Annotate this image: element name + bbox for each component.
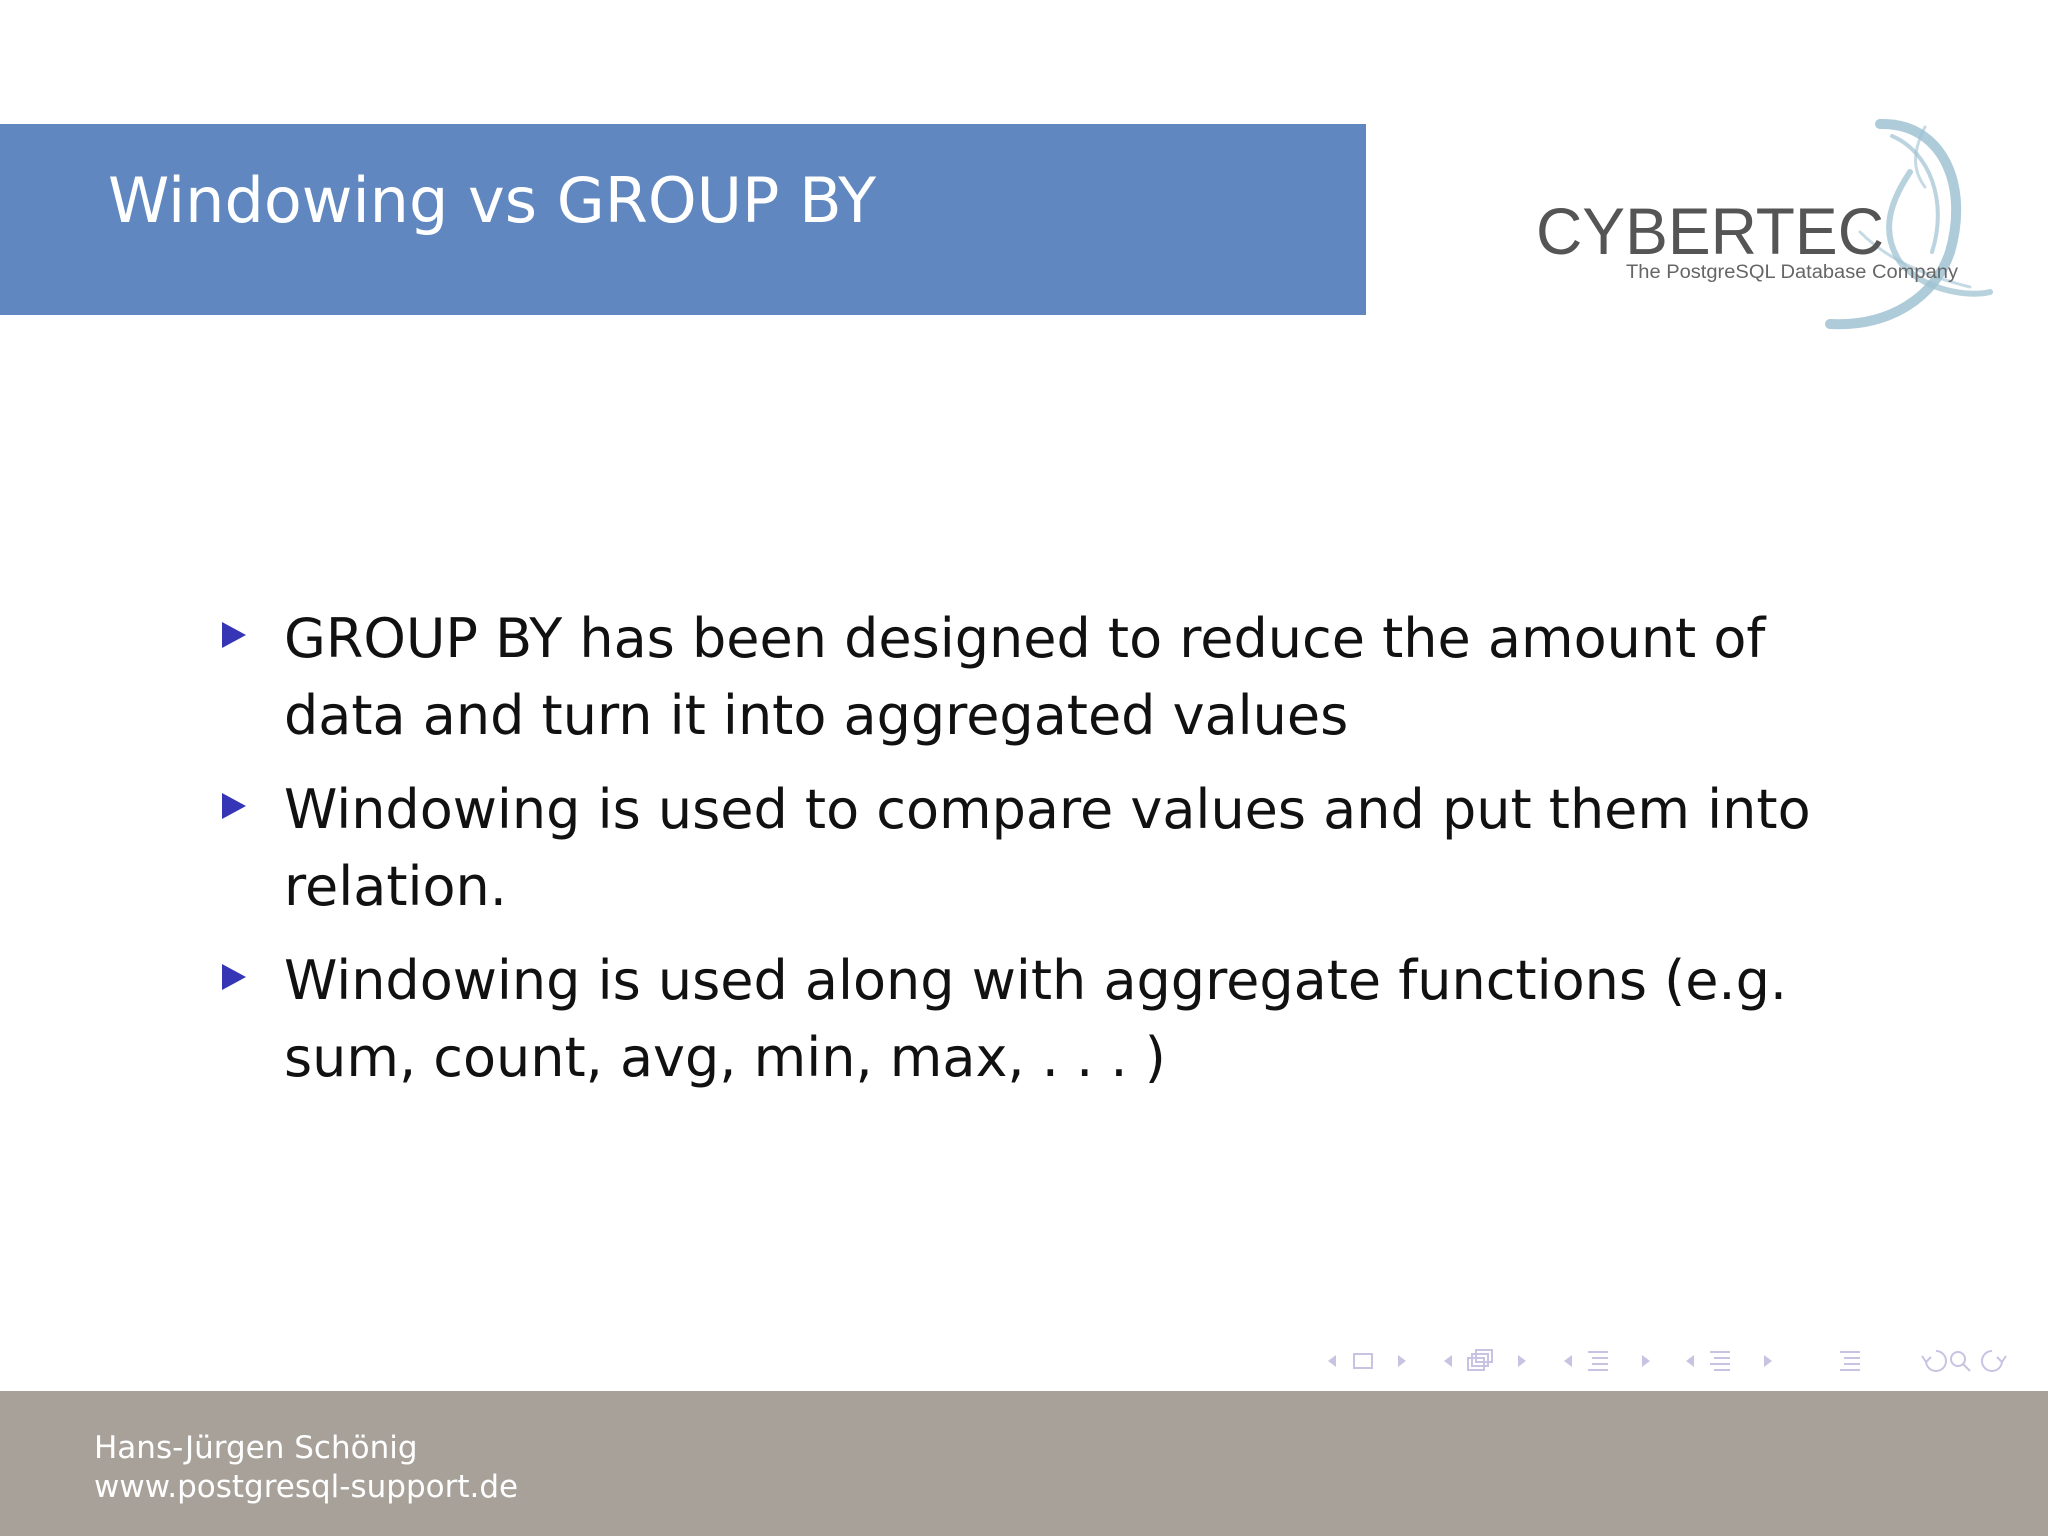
subsection-icon[interactable]: [1468, 1350, 1492, 1370]
section-icon[interactable]: [1588, 1352, 1608, 1370]
arrow-left-icon[interactable]: [1686, 1355, 1694, 1367]
logo-tagline: The PostgreSQL Database Company: [1626, 262, 1959, 283]
beamer-navigation: [1310, 1346, 2040, 1376]
bullet-item: [220, 600, 1880, 754]
arrow-right-icon[interactable]: [1642, 1355, 1650, 1367]
bullet-triangle-icon: [222, 964, 246, 990]
footer-author: Hans-Jürgen Schönig: [94, 1430, 418, 1466]
redo-icon[interactable]: [1982, 1351, 2006, 1371]
slide-icon[interactable]: [1710, 1352, 1730, 1370]
arrow-right-icon[interactable]: [1518, 1355, 1526, 1367]
arrow-right-icon[interactable]: [1764, 1355, 1772, 1367]
slide-title: Windowing vs GROUP BY: [108, 164, 877, 237]
arrow-left-icon[interactable]: [1564, 1355, 1572, 1367]
frame-icon[interactable]: [1354, 1354, 1372, 1368]
undo-icon[interactable]: [1922, 1351, 1946, 1371]
bullet-text: Windowing is used to compare values and put them into relation.: [284, 778, 1811, 918]
bullet-text: Windowing is used along with aggregate functions (e.g. sum, count, avg, min, max, . . . ): [284, 949, 1788, 1089]
bullet-item: [220, 771, 1880, 925]
bullet-text: GROUP BY has been designed to reduce the amount of data and turn it into aggregated values: [284, 607, 1766, 747]
bullet-triangle-icon: [222, 622, 246, 648]
arrow-left-icon[interactable]: [1444, 1355, 1452, 1367]
toc-icon[interactable]: [1840, 1352, 1860, 1370]
arrow-right-icon[interactable]: [1398, 1355, 1406, 1367]
logo-wordmark: CYBERTEC: [1536, 194, 1884, 268]
cybertec-logo: [1530, 112, 2000, 332]
bullet-triangle-icon: [222, 793, 246, 819]
footer-url: www.postgresql-support.de: [94, 1469, 519, 1505]
search-icon[interactable]: [1951, 1352, 1970, 1371]
arrow-left-icon[interactable]: [1328, 1355, 1336, 1367]
bullet-item: [220, 942, 1880, 1096]
bullet-list: [220, 600, 1880, 1113]
